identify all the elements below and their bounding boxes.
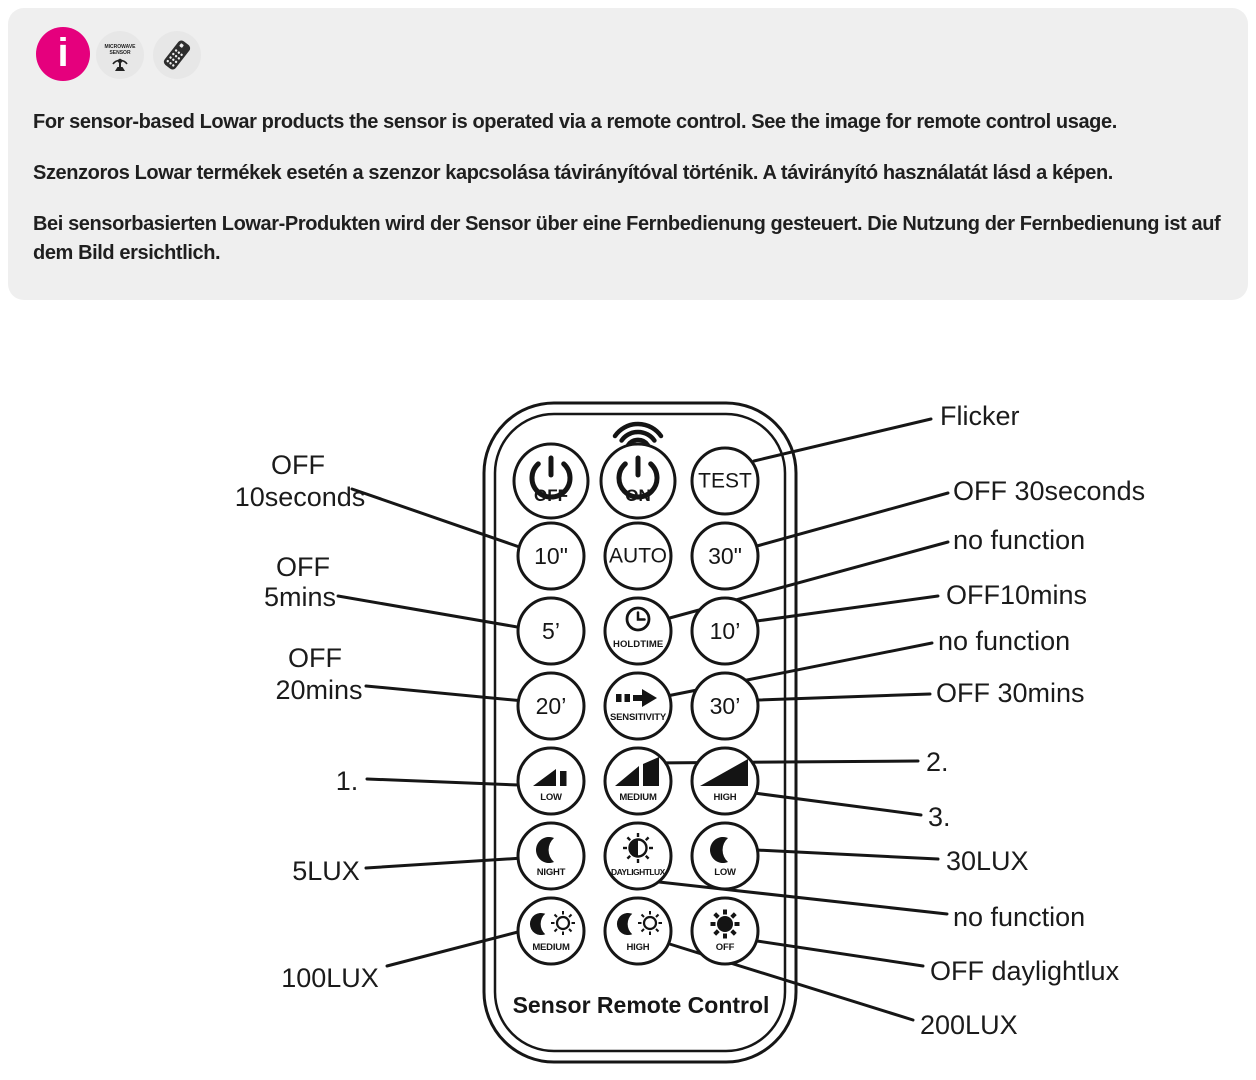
btn-caption: MEDIUM xyxy=(619,792,657,803)
btn-caption: OFF xyxy=(715,942,735,953)
callout-label: 100LUX xyxy=(281,963,379,993)
callout-label: OFF10mins xyxy=(946,580,1088,610)
remote-button-lux-medium xyxy=(518,898,584,964)
remote-button-level-high xyxy=(692,748,758,814)
btn-label: AUTO xyxy=(609,544,667,568)
info-icon: i xyxy=(36,27,90,81)
remote-button-30min xyxy=(692,673,758,739)
remote-button-holdtime xyxy=(605,598,671,664)
callout-label: Flicker xyxy=(940,401,1020,431)
callout-label: OFF xyxy=(288,643,342,673)
callout-label: no function xyxy=(953,525,1086,555)
callout-label: 30LUX xyxy=(946,846,1029,876)
callout-label: OFF xyxy=(271,450,325,480)
remote-button-auto xyxy=(605,523,671,589)
remote-button-daylight-off xyxy=(692,898,758,964)
off-label: OFF xyxy=(534,486,568,505)
remote-button-lux-low xyxy=(692,823,758,889)
callout-label: OFF 30mins xyxy=(936,678,1085,708)
btn-caption: DAYLIGHTLUX xyxy=(611,867,665,877)
callout-label: OFF xyxy=(276,552,330,582)
remote-button-on xyxy=(601,444,675,518)
remote-button-30sec xyxy=(692,523,758,589)
btn-label: 10’ xyxy=(709,618,741,644)
btn-label: 5’ xyxy=(542,618,560,644)
btn-label: 20’ xyxy=(535,693,567,719)
callout-labels-left xyxy=(235,450,379,993)
remote-button-off xyxy=(514,444,588,518)
callout-label: 5mins xyxy=(263,582,337,612)
sun-filled-icon xyxy=(711,910,740,939)
callout-label: OFF daylightlux xyxy=(930,956,1120,986)
callout-label: no function xyxy=(953,902,1086,932)
callout-label: 10seconds xyxy=(234,482,366,512)
remote-button-10sec xyxy=(518,523,584,589)
btn-label: 30" xyxy=(708,543,742,569)
callout-label: 2. xyxy=(926,747,949,777)
callout-labels-right xyxy=(920,401,1145,1040)
btn-caption: LOW xyxy=(540,792,562,803)
paragraph-hu: Szenzoros Lowar termékek esetén a szenzor kapcsolása távirányítóval történik. A távirányító használatát lásd a képen. xyxy=(33,162,1113,184)
btn-caption: MEDIUM xyxy=(532,942,570,953)
callout-label: 1. xyxy=(335,766,359,796)
remote-button-lux-high xyxy=(605,898,671,964)
remote-button-night xyxy=(518,823,584,889)
callout-label: 3. xyxy=(928,802,951,832)
btn-caption: LOW xyxy=(714,867,736,878)
callout-label: 5LUX xyxy=(292,856,360,886)
sensor-label: SENSOR xyxy=(109,50,131,56)
callout-label: 20mins xyxy=(275,675,363,705)
btn-caption: HOLDTIME xyxy=(613,639,663,650)
btn-caption: NIGHT xyxy=(536,867,566,878)
remote-button-level-medium xyxy=(605,748,671,814)
remote-button-10min xyxy=(692,598,758,664)
microwave-label: MICROWAVE xyxy=(104,44,136,50)
btn-caption: SENSITIVITY xyxy=(610,712,666,723)
callout-label: OFF 30seconds xyxy=(953,476,1146,506)
on-label: ON xyxy=(625,486,651,505)
paragraph-en: For sensor-based Lowar products the sensor is operated via a remote control. See the image for remote control usage. xyxy=(33,111,1117,133)
remote-button-level-low xyxy=(518,748,584,814)
remote-button-test xyxy=(692,448,758,514)
callout-label: no function xyxy=(938,626,1071,656)
btn-label: 10" xyxy=(534,543,568,569)
callout-label: 200LUX xyxy=(920,1010,1018,1040)
remote-button-sensitivity xyxy=(605,673,671,739)
btn-caption: HIGH xyxy=(713,792,737,803)
btn-label: 30’ xyxy=(709,693,741,719)
remote-button-5min xyxy=(518,598,584,664)
remote-button-daylightlux xyxy=(605,823,671,889)
remote-button-20min xyxy=(518,673,584,739)
test-label: TEST xyxy=(698,469,752,493)
btn-caption: HIGH xyxy=(626,942,650,953)
remote-title: Sensor Remote Control xyxy=(512,992,770,1018)
paragraph-de: Bei sensorbasierten Lowar-Produkten wird der Sensor über eine Fernbedienung gesteuert. Die Nutzung der Fernbedienung ist auf dem Bild ersichtlich. xyxy=(33,213,1221,264)
